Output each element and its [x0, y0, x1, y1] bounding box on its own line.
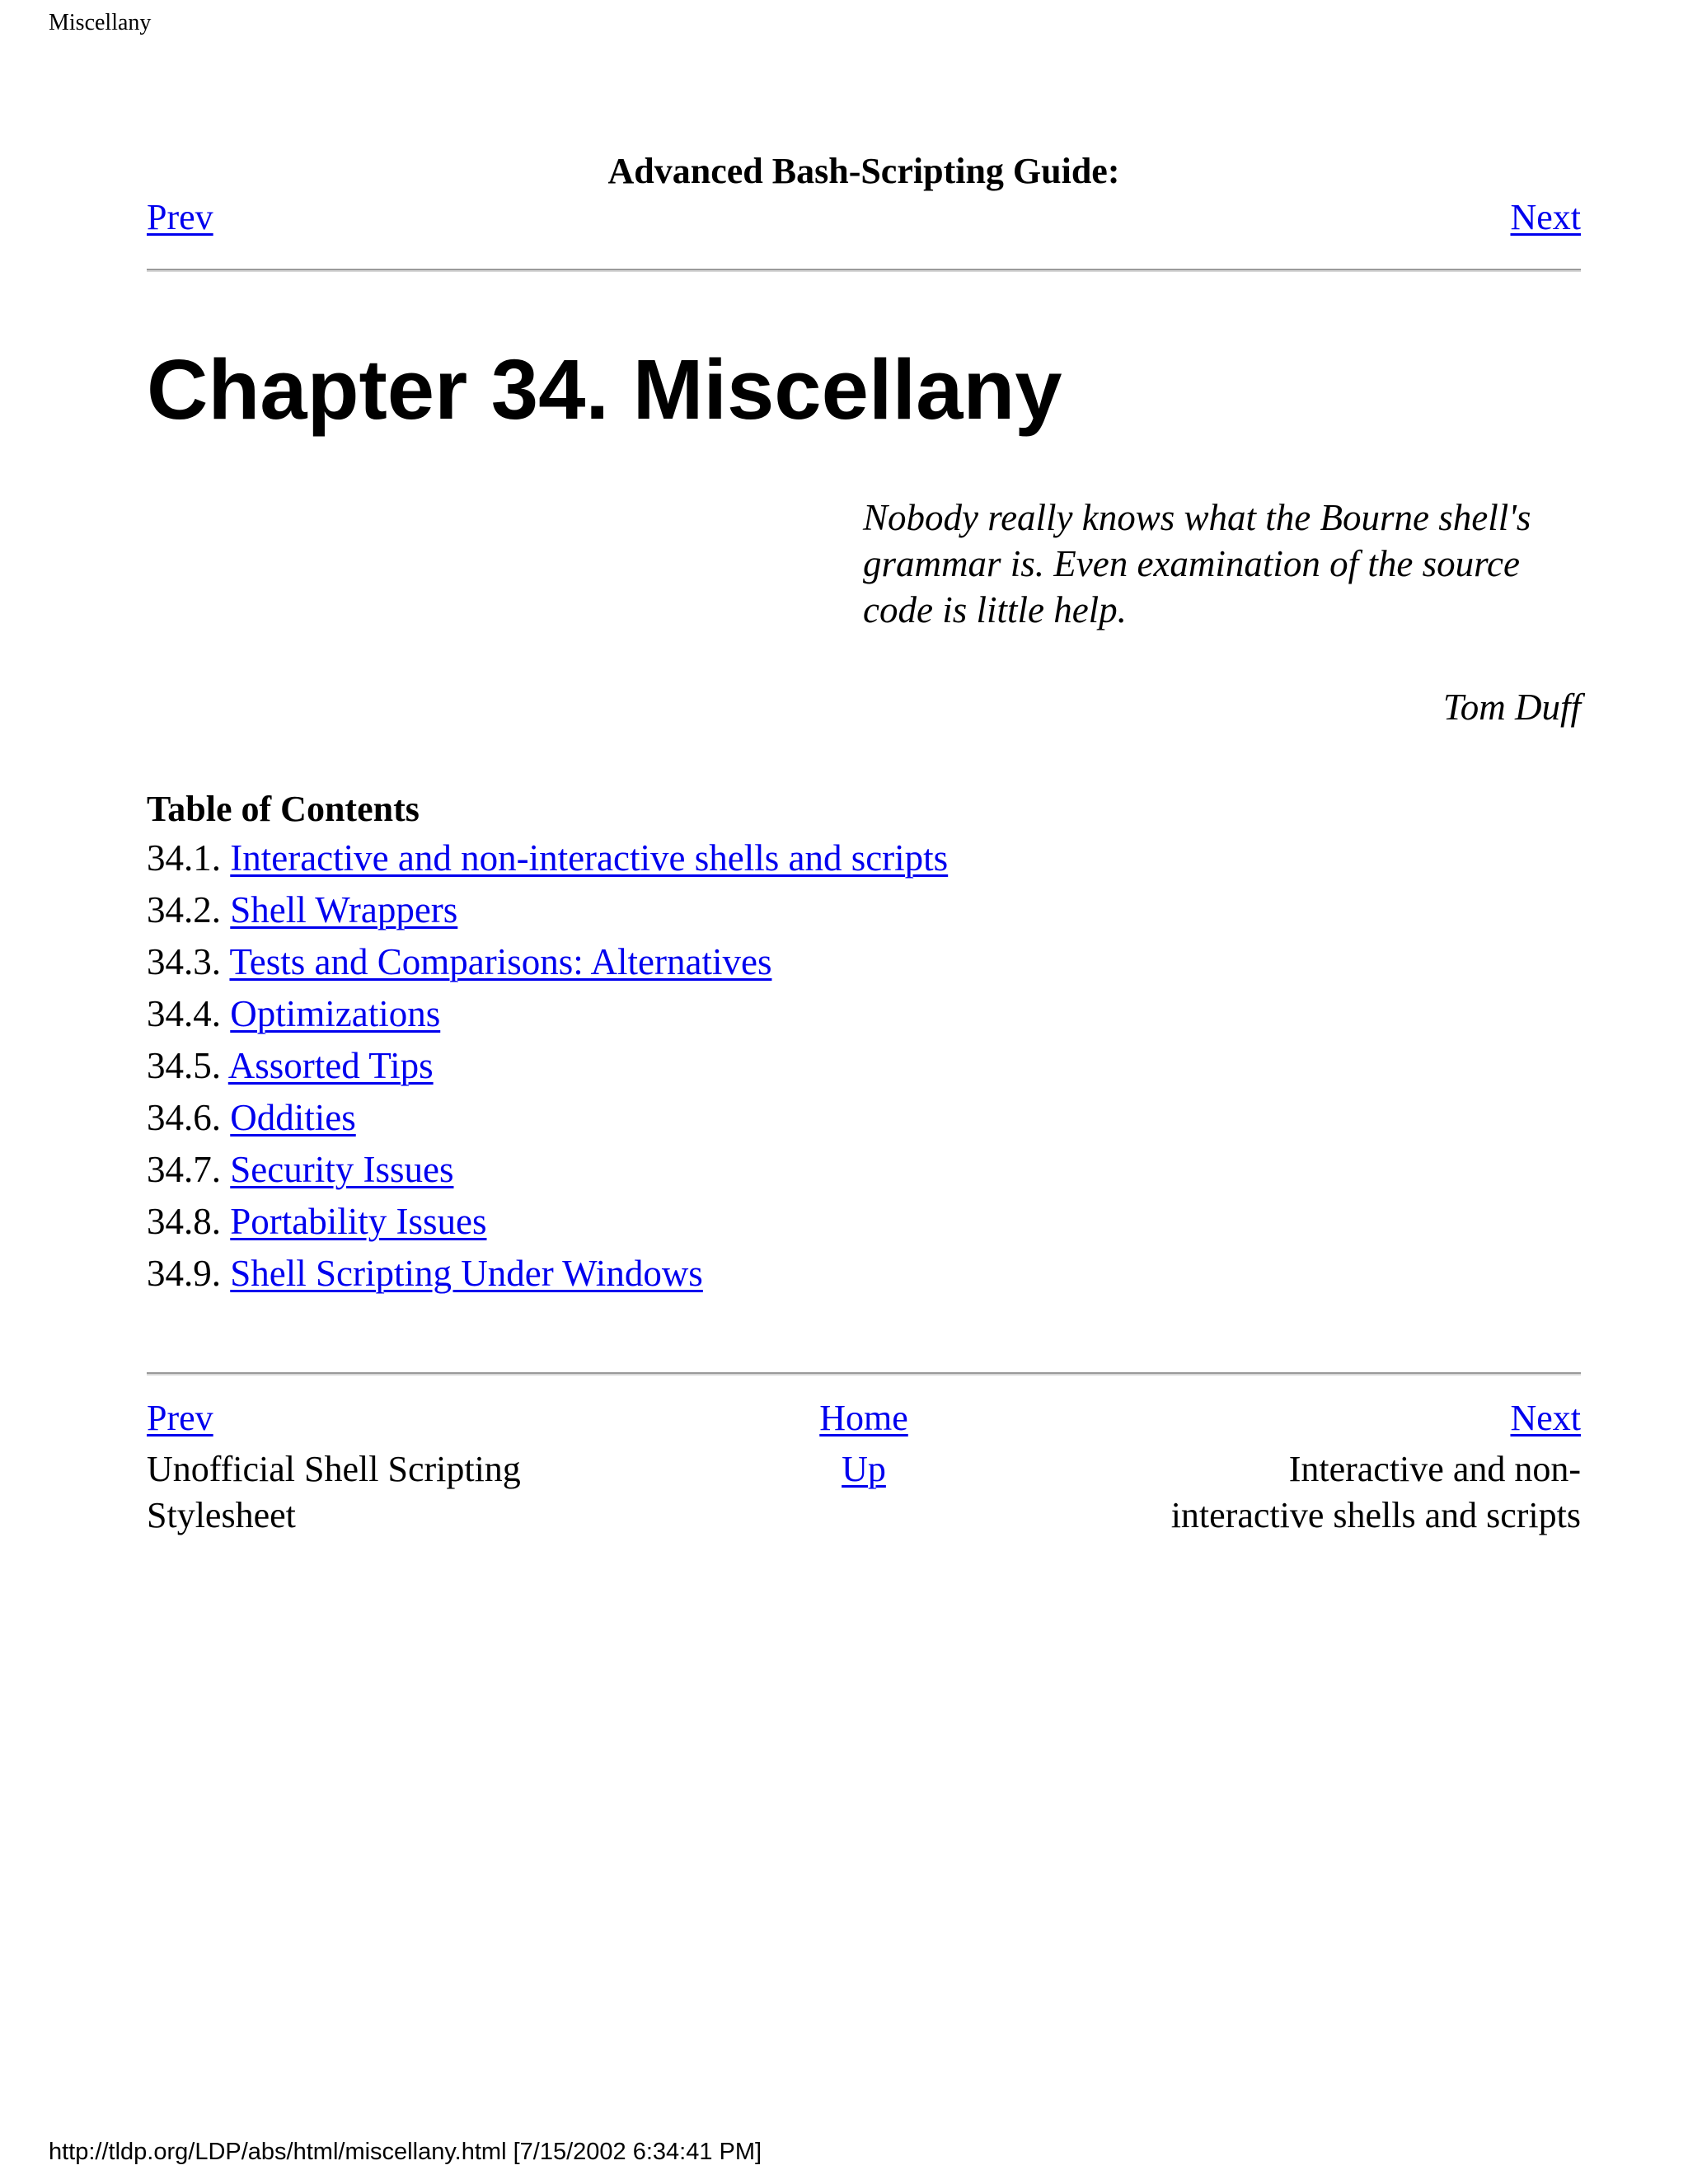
epigraph-line: Nobody really knows what the Bourne shell's: [863, 497, 1531, 538]
toc-item-link[interactable]: Oddities: [230, 1097, 356, 1138]
next-page-title: Interactive and non- interactive shells and scripts: [1170, 1449, 1581, 1535]
toc-item-link[interactable]: Portability Issues: [230, 1201, 487, 1242]
toc-item-link[interactable]: Shell Scripting Under Windows: [230, 1253, 703, 1294]
toc-item-number: 34.1.: [147, 837, 221, 879]
toc-item: [147, 1248, 948, 1300]
toc-item: [147, 936, 948, 988]
toc-item: [147, 1040, 948, 1092]
top-divider: [147, 269, 1581, 272]
table-of-contents: [147, 786, 948, 1300]
toc-item: [147, 1092, 948, 1144]
toc-item: [147, 1144, 948, 1196]
toc-item: [147, 832, 948, 884]
toc-item-number: 34.6.: [147, 1097, 221, 1138]
up-link[interactable]: Up: [842, 1449, 886, 1489]
toc-item: [147, 884, 948, 936]
guide-title: Advanced Bash-Scripting Guide:: [607, 151, 1120, 191]
toc-item-link[interactable]: Interactive and non-interactive shells and scripts: [230, 837, 949, 879]
toc-item-number: 34.5.: [147, 1045, 221, 1086]
bottom-divider: [147, 1372, 1581, 1376]
toc-heading: Table of Contents: [147, 789, 420, 829]
toc-item-link[interactable]: Optimizations: [230, 993, 441, 1034]
toc-item-link[interactable]: Tests and Comparisons: Alternatives: [229, 941, 772, 982]
prev-link[interactable]: Prev: [147, 197, 213, 237]
prev-link[interactable]: Prev: [147, 1398, 213, 1438]
toc-item: [147, 988, 948, 1040]
top-navigation: [147, 148, 1581, 241]
epigraph-author: Tom Duff: [1442, 687, 1581, 728]
toc-item-link[interactable]: Security Issues: [230, 1149, 454, 1190]
home-link[interactable]: Home: [819, 1398, 908, 1438]
epigraph-line: code is little help.: [863, 589, 1127, 630]
epigraph: [863, 494, 1581, 730]
print-header: Miscellany: [49, 10, 152, 35]
toc-item-number: 34.2.: [147, 889, 221, 930]
chapter-title: Chapter 34. Miscellany: [147, 342, 1062, 437]
toc-item-number: 34.8.: [147, 1201, 221, 1242]
toc-item-number: 34.3.: [147, 941, 221, 982]
top-nav-links: [147, 194, 1581, 241]
print-footer-url: http://tldp.org/LDP/abs/html/miscellany.html [7/15/2002 6:34:41 PM]: [49, 2139, 762, 2165]
toc-item-link[interactable]: Assorted Tips: [227, 1045, 434, 1086]
bottom-navigation: [147, 1395, 1581, 1539]
bottom-nav-table: [147, 1395, 1581, 1539]
toc-item-number: 34.9.: [147, 1253, 221, 1294]
next-link[interactable]: Next: [1510, 1398, 1581, 1438]
toc-item: [147, 1196, 948, 1248]
next-link[interactable]: Next: [1510, 197, 1581, 237]
epigraph-line: grammar is. Even examination of the source: [863, 543, 1520, 584]
toc-item-number: 34.7.: [147, 1149, 221, 1190]
toc-item-link[interactable]: Shell Wrappers: [230, 889, 458, 930]
prev-page-title: Unofficial Shell Scripting Stylesheet: [147, 1449, 521, 1535]
toc-item-number: 34.4.: [147, 993, 221, 1034]
